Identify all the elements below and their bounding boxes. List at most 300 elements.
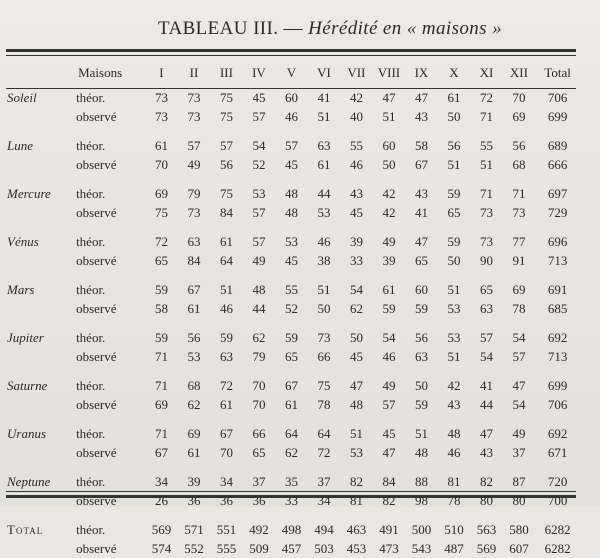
value-cell: 72 [154, 234, 168, 249]
planet-label [4, 443, 72, 462]
table-row [4, 280, 580, 299]
value-cell: 61 [219, 234, 233, 249]
value-cell: 75 [317, 378, 331, 393]
value-cell: 80 [512, 493, 526, 508]
value-cell: 63 [317, 138, 331, 153]
value-cell: 57 [252, 109, 266, 124]
total-cell: 666 [547, 157, 568, 172]
total-cell: 713 [547, 349, 568, 364]
value-cell: 51 [447, 349, 461, 364]
value-cell: 62 [252, 330, 266, 345]
value-cell: 59 [414, 397, 428, 412]
value-cell: 61 [317, 157, 331, 172]
value-cell: 66 [252, 426, 266, 441]
value-cell: 473 [379, 541, 399, 556]
value-cell: 49 [187, 157, 201, 172]
value-cell: 47 [414, 234, 428, 249]
table-row [4, 424, 580, 443]
value-cell: 52 [284, 301, 298, 316]
value-cell: 54 [479, 349, 493, 364]
value-cell: 59 [284, 330, 298, 345]
value-cell: 43 [479, 445, 493, 460]
table-row [4, 347, 580, 366]
value-cell: 457 [281, 541, 302, 556]
value-cell: 552 [184, 541, 204, 556]
table-row [4, 376, 580, 395]
value-cell: 56 [447, 138, 461, 153]
table-body [4, 88, 580, 558]
total-cell: 700 [547, 493, 568, 508]
value-cell: 63 [479, 301, 493, 316]
value-cell: 34 [317, 493, 331, 508]
value-cell: 81 [447, 474, 461, 489]
value-cell: 75 [219, 109, 233, 124]
value-cell: 43 [414, 109, 428, 124]
value-cell: 46 [219, 301, 233, 316]
value-cell: 45 [349, 205, 363, 220]
value-cell: 57 [252, 234, 266, 249]
value-cell: 62 [284, 445, 298, 460]
value-cell: 44 [479, 397, 493, 412]
value-cell: 57 [382, 397, 396, 412]
value-cell: 56 [219, 157, 233, 172]
value-cell: 78 [512, 301, 526, 316]
value-cell: 91 [512, 253, 526, 268]
total-cell: 689 [547, 138, 568, 153]
value-cell: 59 [447, 234, 461, 249]
value-cell: 57 [479, 330, 493, 345]
value-cell: 63 [219, 349, 233, 364]
value-cell: 35 [284, 474, 298, 489]
value-cell: 53 [284, 234, 298, 249]
table-title-italic: Hérédité en « maisons » [308, 18, 503, 39]
value-cell: 53 [447, 301, 461, 316]
planet-label: Vénus [7, 234, 39, 249]
value-cell: 37 [252, 474, 266, 489]
value-cell: 57 [512, 349, 526, 364]
group-spacer [4, 510, 580, 520]
value-cell: 70 [219, 445, 233, 460]
table-row [4, 539, 580, 558]
group-spacer [4, 174, 580, 184]
value-cell: 53 [349, 445, 363, 460]
value-cell: 571 [184, 522, 204, 537]
value-cell: 79 [252, 349, 266, 364]
group-spacer-cell [4, 270, 580, 280]
planet-label: Saturne [7, 378, 48, 393]
value-cell: 46 [349, 157, 363, 172]
col-header-total: Total [544, 64, 571, 80]
value-cell: 71 [512, 186, 526, 201]
group-spacer [4, 366, 580, 376]
value-cell: 59 [447, 186, 461, 201]
value-cell: 48 [414, 445, 428, 460]
value-cell: 67 [219, 426, 233, 441]
value-cell: 48 [349, 397, 363, 412]
planet-label [4, 491, 72, 510]
value-cell: 33 [284, 493, 298, 508]
value-cell: 48 [447, 426, 461, 441]
planet-label: Total [7, 522, 44, 537]
value-cell: 65 [284, 349, 298, 364]
group-spacer [4, 414, 580, 424]
value-cell: 41 [317, 90, 331, 105]
value-cell: 60 [382, 138, 396, 153]
top-thick-rule [6, 49, 576, 52]
value-cell: 46 [317, 234, 331, 249]
table-row [4, 395, 580, 414]
value-cell: 65 [414, 253, 428, 268]
value-cell: 50 [349, 330, 363, 345]
value-cell: 55 [479, 138, 493, 153]
theoretical-label: théor. [76, 426, 106, 441]
value-cell: 50 [317, 301, 331, 316]
value-cell: 58 [154, 301, 168, 316]
value-cell: 563 [476, 522, 497, 537]
value-cell: 487 [444, 541, 464, 556]
planet-label: Soleil [7, 90, 37, 105]
theoretical-label: théor. [76, 522, 106, 537]
value-cell: 55 [349, 138, 363, 153]
value-cell: 59 [154, 330, 168, 345]
value-cell: 551 [216, 522, 237, 537]
value-cell: 43 [349, 186, 363, 201]
value-cell: 500 [411, 522, 432, 537]
value-cell: 64 [284, 426, 298, 441]
table-title-prefix: TABLEAU III. — [157, 18, 309, 39]
value-cell: 50 [414, 378, 428, 393]
value-cell: 77 [512, 234, 526, 249]
value-cell: 45 [349, 349, 363, 364]
value-cell: 62 [349, 301, 363, 316]
col-header-5: V [286, 64, 297, 80]
value-cell: 39 [349, 234, 363, 249]
value-cell: 61 [187, 301, 201, 316]
value-cell: 40 [349, 109, 363, 124]
planet-label: Jupiter [7, 330, 44, 345]
value-cell: 580 [509, 522, 529, 537]
value-cell: 69 [512, 282, 526, 297]
value-cell: 57 [252, 205, 266, 220]
group-spacer [4, 222, 580, 232]
planet-label: Mercure [7, 186, 51, 201]
top-thin-rule [6, 55, 576, 56]
value-cell: 71 [479, 109, 493, 124]
value-cell: 510 [444, 522, 464, 537]
value-cell: 54 [382, 330, 396, 345]
value-cell: 42 [349, 90, 363, 105]
value-cell: 87 [512, 474, 526, 489]
value-cell: 42 [382, 205, 396, 220]
planet-label: Mars [7, 282, 35, 297]
col-header-2: II [189, 64, 199, 80]
observed-label: observé [76, 349, 117, 364]
total-cell: 706 [547, 397, 568, 412]
value-cell: 53 [317, 205, 331, 220]
total-cell: 692 [547, 330, 568, 345]
value-cell: 73 [512, 205, 526, 220]
value-cell: 70 [512, 90, 526, 105]
value-cell: 61 [154, 138, 168, 153]
value-cell: 26 [154, 493, 168, 508]
observed-label: observé [76, 301, 117, 316]
planet-label: Uranus [7, 426, 47, 441]
value-cell: 51 [447, 282, 461, 297]
value-cell: 53 [447, 330, 461, 345]
value-cell: 88 [414, 474, 428, 489]
value-cell: 34 [219, 474, 233, 489]
value-cell: 61 [382, 282, 396, 297]
total-cell: 706 [547, 90, 568, 105]
value-cell: 61 [284, 397, 298, 412]
value-cell: 41 [414, 205, 428, 220]
value-cell: 61 [219, 397, 233, 412]
value-cell: 63 [414, 349, 428, 364]
col-header-1: I [159, 64, 164, 80]
value-cell: 39 [382, 253, 396, 268]
value-cell: 498 [281, 522, 302, 537]
value-cell: 72 [479, 90, 493, 105]
total-cell: 685 [547, 301, 568, 316]
group-spacer [4, 462, 580, 472]
table-row [4, 232, 580, 251]
value-cell: 463 [346, 522, 367, 537]
total-cell: 697 [547, 186, 568, 201]
table-row [4, 491, 580, 510]
value-cell: 69 [512, 109, 526, 124]
value-cell: 71 [154, 426, 168, 441]
value-cell: 69 [154, 186, 168, 201]
value-cell: 50 [382, 157, 396, 172]
value-cell: 47 [349, 378, 363, 393]
value-cell: 65 [252, 445, 266, 460]
value-cell: 569 [476, 541, 497, 556]
group-spacer [4, 270, 580, 280]
value-cell: 51 [349, 426, 363, 441]
value-cell: 51 [447, 157, 461, 172]
value-cell: 47 [479, 426, 493, 441]
value-cell: 70 [252, 397, 266, 412]
table-row [4, 88, 580, 107]
theoretical-label: théor. [76, 282, 106, 297]
total-cell: 720 [547, 474, 568, 489]
value-cell: 69 [187, 426, 201, 441]
value-cell: 62 [187, 397, 201, 412]
value-cell: 68 [187, 378, 201, 393]
table-row [4, 328, 580, 347]
value-cell: 49 [382, 234, 396, 249]
table-row [4, 299, 580, 318]
value-cell: 43 [414, 186, 428, 201]
value-cell: 73 [187, 109, 201, 124]
observed-label: observé [76, 493, 117, 508]
value-cell: 67 [154, 445, 168, 460]
table-row [4, 203, 580, 222]
value-cell: 39 [187, 474, 201, 489]
table-row [4, 443, 580, 462]
value-cell: 34 [154, 474, 168, 489]
value-cell: 54 [349, 282, 363, 297]
value-cell: 57 [187, 138, 201, 153]
group-spacer [4, 318, 580, 328]
value-cell: 47 [414, 90, 428, 105]
value-cell: 81 [349, 493, 363, 508]
observed-label: observé [76, 157, 117, 172]
value-cell: 43 [447, 397, 461, 412]
value-cell: 503 [314, 541, 334, 556]
total-cell: 699 [547, 109, 568, 124]
observed-label: observé [76, 205, 117, 220]
value-cell: 47 [512, 378, 526, 393]
value-cell: 50 [447, 253, 461, 268]
value-cell: 67 [187, 282, 201, 297]
value-cell: 36 [252, 493, 266, 508]
value-cell: 58 [414, 138, 428, 153]
theoretical-label: théor. [76, 186, 106, 201]
value-cell: 66 [317, 349, 331, 364]
value-cell: 59 [154, 282, 168, 297]
value-cell: 59 [219, 330, 233, 345]
table-row [4, 472, 580, 491]
heredity-table [4, 57, 580, 558]
group-spacer-cell [4, 174, 580, 184]
value-cell: 71 [154, 349, 168, 364]
value-cell: 67 [414, 157, 428, 172]
value-cell: 59 [382, 301, 396, 316]
value-cell: 61 [187, 445, 201, 460]
theoretical-label: théor. [76, 378, 106, 393]
col-header-6: VI [317, 64, 331, 80]
group-spacer-cell [4, 510, 580, 520]
table-row [4, 184, 580, 203]
value-cell: 82 [349, 474, 363, 489]
value-cell: 47 [382, 90, 396, 105]
group-spacer-cell [4, 126, 580, 136]
value-cell: 84 [187, 253, 201, 268]
col-header-10: X [449, 64, 459, 80]
theoretical-label: théor. [76, 138, 106, 153]
value-cell: 44 [317, 186, 331, 201]
value-cell: 36 [187, 493, 201, 508]
value-cell: 82 [382, 493, 396, 508]
total-cell: 713 [547, 253, 568, 268]
planet-label [4, 107, 72, 126]
value-cell: 78 [317, 397, 331, 412]
value-cell: 70 [154, 157, 168, 172]
value-cell: 78 [447, 493, 461, 508]
planet-label [4, 395, 72, 414]
planet-label [4, 203, 72, 222]
value-cell: 56 [414, 330, 428, 345]
value-cell: 54 [252, 138, 266, 153]
value-cell: 80 [479, 493, 493, 508]
table-row [4, 251, 580, 270]
value-cell: 51 [317, 109, 331, 124]
value-cell: 75 [154, 205, 168, 220]
value-cell: 50 [447, 109, 461, 124]
observed-label: observé [76, 445, 117, 460]
value-cell: 72 [219, 378, 233, 393]
value-cell: 51 [479, 157, 493, 172]
value-cell: 84 [219, 205, 233, 220]
total-cell: 699 [547, 378, 568, 393]
planet-label [4, 251, 72, 270]
value-cell: 73 [479, 234, 493, 249]
theoretical-label: théor. [76, 90, 106, 105]
value-cell: 543 [411, 541, 432, 556]
col-header-4: IV [252, 64, 266, 80]
value-cell: 55 [284, 282, 298, 297]
value-cell: 453 [346, 541, 367, 556]
value-cell: 51 [414, 426, 428, 441]
value-cell: 36 [219, 493, 233, 508]
value-cell: 48 [252, 282, 266, 297]
value-cell: 84 [382, 474, 396, 489]
value-cell: 51 [219, 282, 233, 297]
value-cell: 52 [252, 157, 266, 172]
value-cell: 69 [154, 397, 168, 412]
value-cell: 51 [317, 282, 331, 297]
planet-label [4, 155, 72, 174]
value-cell: 54 [512, 330, 526, 345]
col-header-11: XI [479, 64, 494, 80]
value-cell: 56 [187, 330, 201, 345]
planet-label: Lune [7, 138, 33, 153]
value-cell: 569 [151, 522, 172, 537]
observed-label: observé [76, 541, 117, 556]
value-cell: 607 [509, 541, 529, 556]
value-cell: 51 [382, 109, 396, 124]
value-cell: 57 [219, 138, 233, 153]
theoretical-label: théor. [76, 330, 106, 345]
value-cell: 555 [216, 541, 237, 556]
value-cell: 64 [317, 426, 331, 441]
table-row [4, 107, 580, 126]
value-cell: 98 [414, 493, 428, 508]
planet-label [4, 299, 72, 318]
value-cell: 54 [512, 397, 526, 412]
value-cell: 46 [382, 349, 396, 364]
theoretical-label: théor. [76, 474, 106, 489]
total-cell: 6282 [544, 522, 571, 537]
value-cell: 90 [479, 253, 493, 268]
group-spacer-cell [4, 414, 580, 424]
value-cell: 45 [284, 157, 298, 172]
total-cell: 729 [547, 205, 568, 220]
value-cell: 37 [512, 445, 526, 460]
value-cell: 53 [252, 186, 266, 201]
value-cell: 48 [284, 186, 298, 201]
value-cell: 46 [284, 109, 298, 124]
group-spacer-cell [4, 318, 580, 328]
group-spacer [4, 126, 580, 136]
value-cell: 57 [284, 138, 298, 153]
value-cell: 71 [154, 378, 168, 393]
value-cell: 79 [187, 186, 201, 201]
value-cell: 67 [284, 378, 298, 393]
total-cell: 696 [547, 234, 568, 249]
value-cell: 48 [284, 205, 298, 220]
planet-label [4, 539, 72, 558]
value-cell: 61 [447, 90, 461, 105]
value-cell: 73 [317, 330, 331, 345]
value-cell: 44 [252, 301, 266, 316]
value-cell: 33 [349, 253, 363, 268]
value-cell: 72 [317, 445, 331, 460]
col-header-12: XII [509, 64, 528, 80]
value-cell: 65 [479, 282, 493, 297]
value-cell: 491 [379, 522, 399, 537]
